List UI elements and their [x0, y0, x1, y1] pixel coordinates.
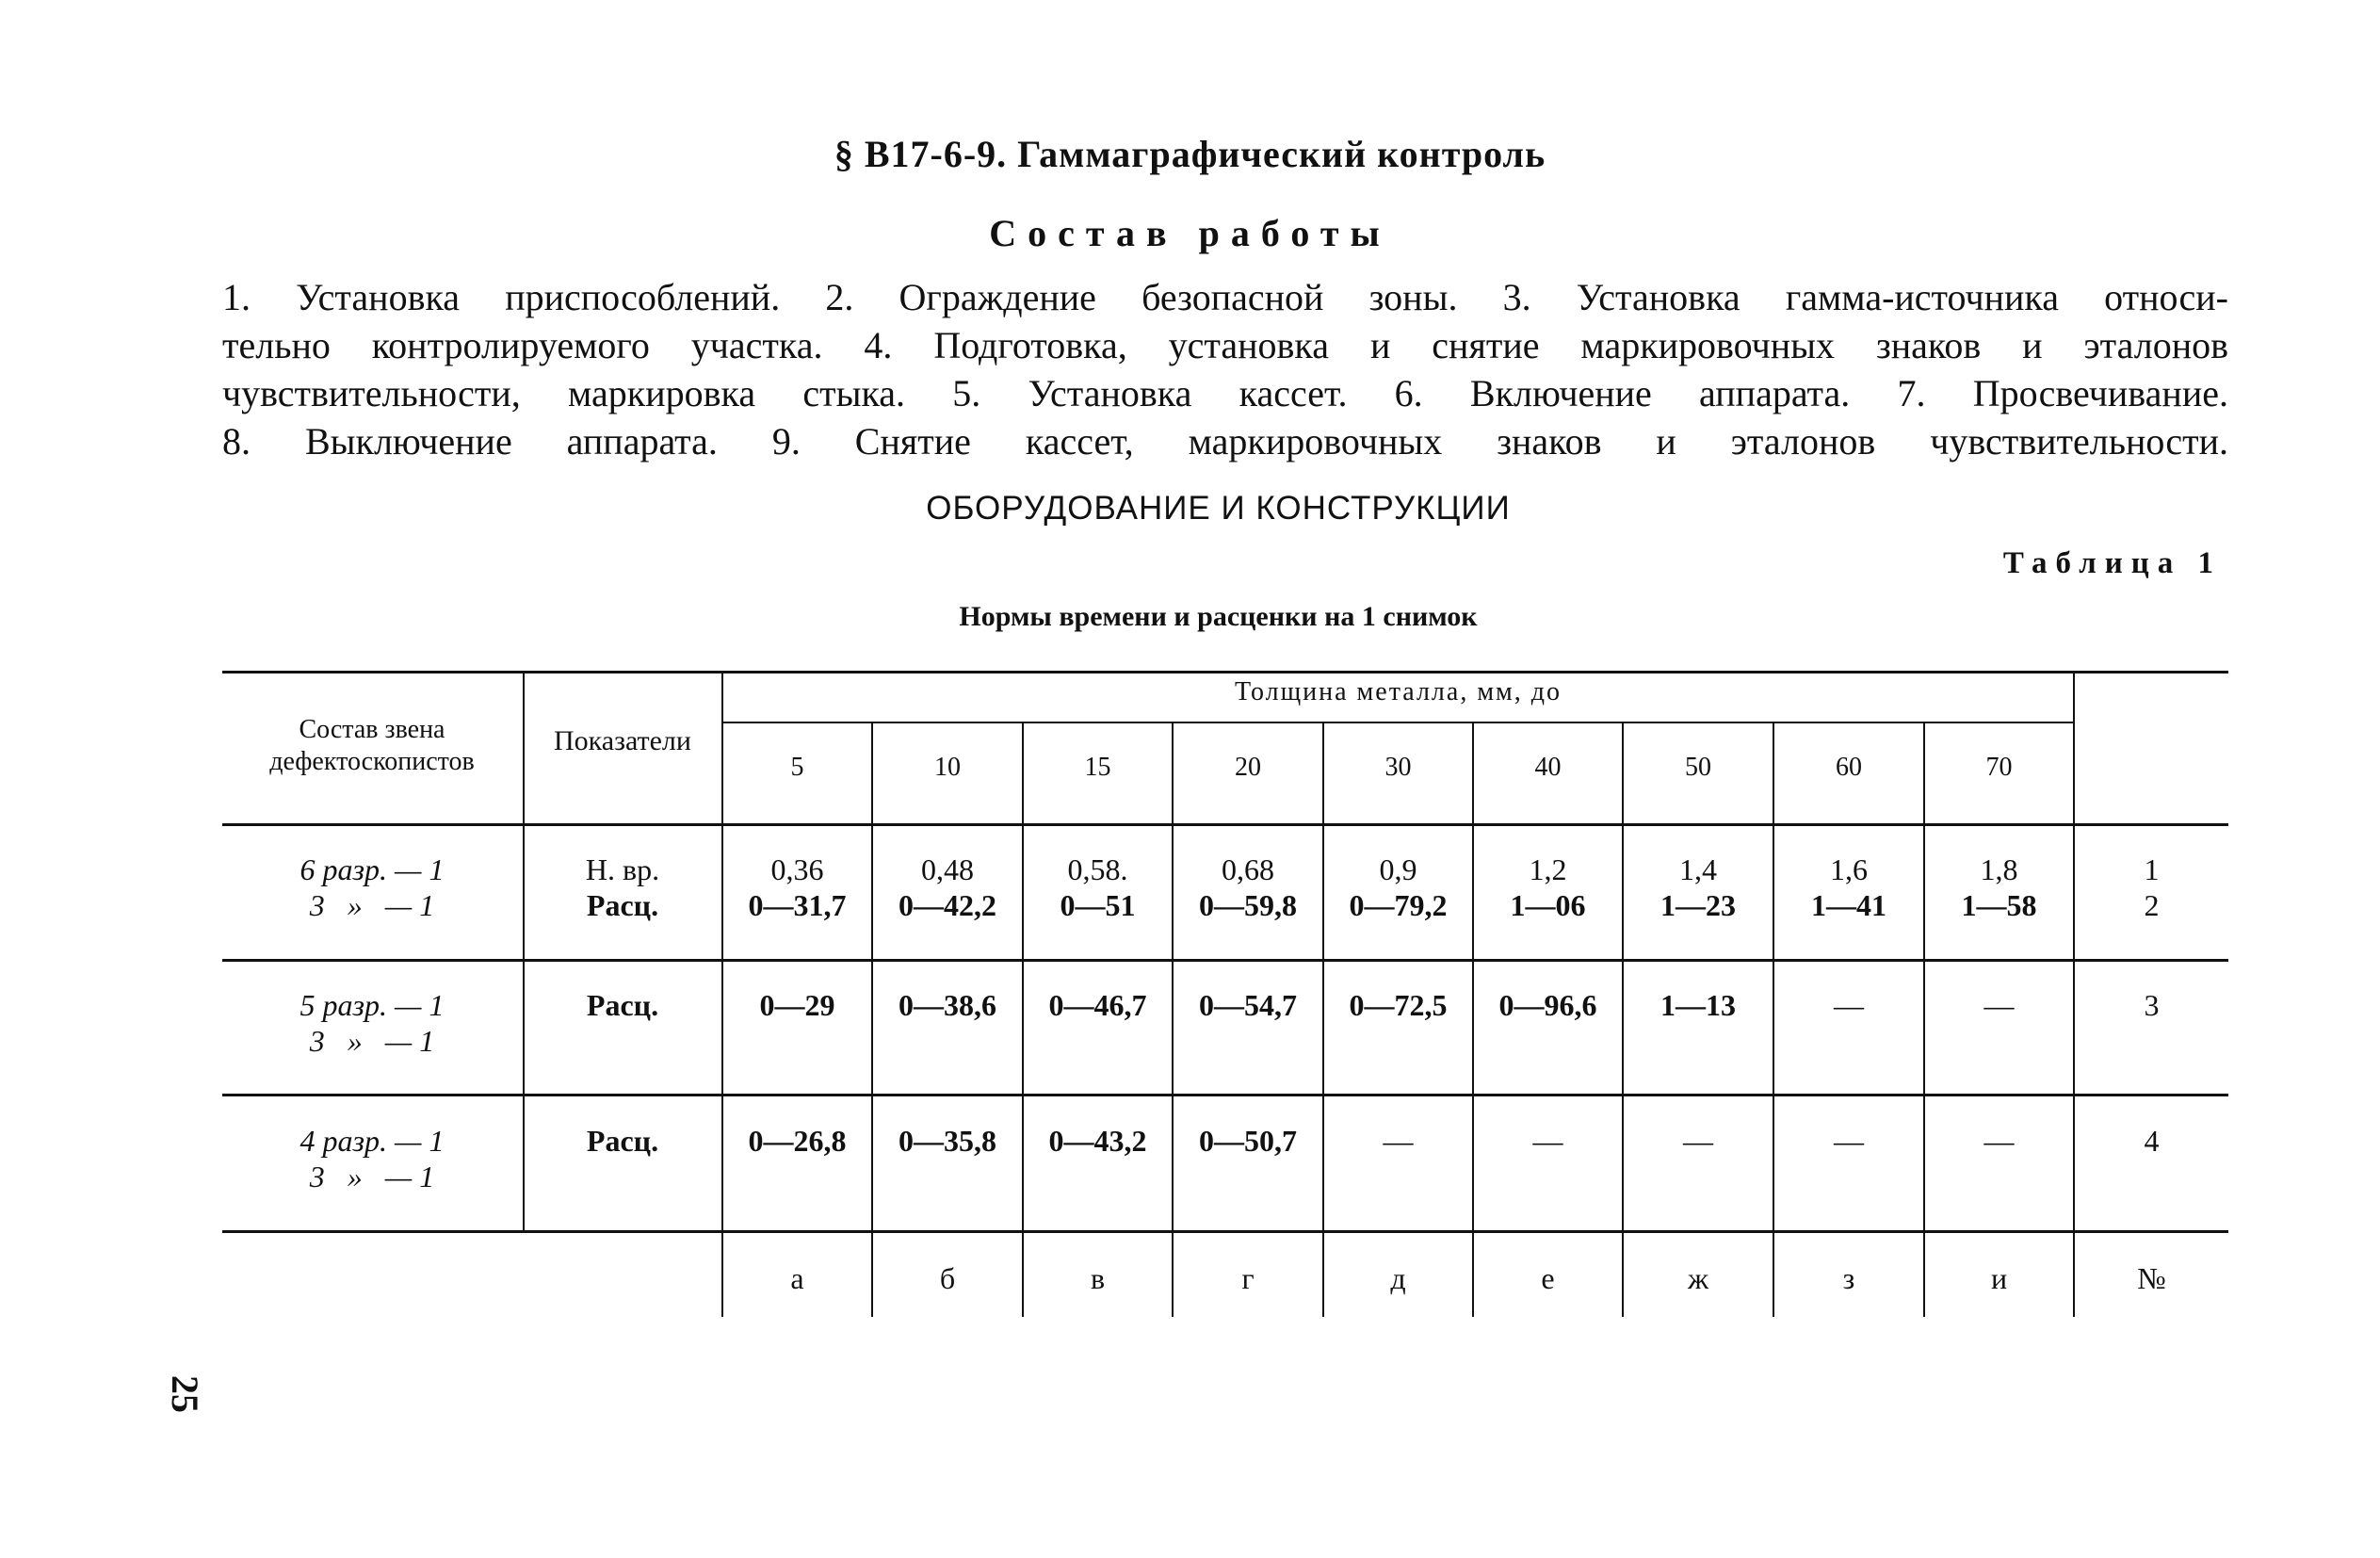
row-number: 2 — [2144, 888, 2160, 922]
column-letter: б — [939, 1261, 956, 1295]
value-line: 0—59,8 — [1199, 888, 1297, 922]
header-crew: Состав звена дефектоскопистов — [269, 715, 475, 776]
thickness-col: 40 — [1534, 753, 1562, 782]
indicator-cell: Расц. — [586, 988, 659, 1022]
header-thickness: Толщина металла, мм, до — [1234, 677, 1562, 706]
value-cell — [1925, 852, 2073, 923]
value-cell: 0—35,8 — [899, 1124, 996, 1158]
table-rule — [721, 722, 2074, 723]
value-line: 1—58 — [1961, 888, 2037, 922]
value-cell: 0—54,7 — [1199, 988, 1297, 1022]
value-cell: 1—13 — [1660, 988, 1736, 1022]
column-letter: в — [1090, 1261, 1106, 1295]
crew-line: 3 » — 1 — [309, 888, 435, 922]
column-letter: е — [1541, 1261, 1555, 1295]
value-cell: 0—72,5 — [1349, 988, 1448, 1022]
paragraph-line: тельно контролируемого участка. 4. Подготовка, установка и снятие маркировочных знаков и эталонов — [222, 324, 2228, 366]
crew-line: 6 разр. — 1 — [300, 852, 445, 886]
column-letter: з — [1842, 1261, 1855, 1295]
thickness-col: 20 — [1235, 753, 1261, 782]
section-title: § В17-6-9. Гаммаграфический контроль — [834, 133, 1546, 175]
indicator-line: Н. вр. — [585, 852, 660, 886]
row-number: 1 — [2144, 852, 2160, 886]
number-sign: № — [2137, 1261, 2166, 1295]
column-letter: а — [790, 1261, 804, 1295]
value-line: 1,4 — [1679, 852, 1717, 886]
value-line: 0,36 — [770, 852, 824, 886]
value-cell: — — [1532, 1124, 1563, 1158]
value-line: 0,68 — [1222, 852, 1274, 886]
row-number-cell — [2075, 852, 2228, 923]
value-line: 0—31,7 — [748, 888, 847, 922]
value-line: 0—51 — [1060, 888, 1136, 922]
value-line: 1—06 — [1510, 888, 1586, 922]
crew-line: 5 разр. — 1 — [300, 988, 445, 1022]
value-cell — [1774, 852, 1923, 923]
thickness-col: 60 — [1836, 753, 1862, 782]
table-caption: Нормы времени и расценки на 1 снимок — [959, 601, 1478, 632]
value-cell: — — [1983, 988, 2015, 1022]
thickness-col: 50 — [1685, 753, 1711, 782]
page-number: 25 — [164, 1375, 206, 1413]
subtitle: Состав работы — [989, 212, 1391, 254]
thickness-col: 30 — [1384, 753, 1412, 782]
crew-cell — [235, 1123, 509, 1194]
value-line: 1,6 — [1830, 852, 1868, 886]
paragraph-line: чувствительности, маркировка стыка. 5. Установка кассет. 6. Включение аппарата. 7. Просвечивание. — [222, 372, 2228, 414]
column-letter: и — [1990, 1261, 2008, 1295]
crew-cell — [235, 852, 509, 923]
thickness-col: 5 — [790, 753, 804, 782]
value-cell — [1624, 852, 1773, 923]
header-indicators: Показатели — [554, 725, 691, 756]
value-line: 1,8 — [1980, 852, 2018, 886]
crew-line: 3 » — 1 — [309, 1024, 435, 1058]
value-line: 0,9 — [1379, 852, 1417, 886]
value-cell: — — [1983, 1124, 2015, 1158]
column-letter: ж — [1687, 1261, 1709, 1295]
row-number-cell: 4 — [2144, 1124, 2160, 1158]
value-cell: 0—50,7 — [1199, 1124, 1297, 1158]
value-cell: 0—29 — [759, 988, 835, 1022]
indicator-cell: Расц. — [586, 1124, 659, 1158]
value-cell: 0—43,2 — [1048, 1124, 1147, 1158]
value-cell: — — [1834, 1124, 1864, 1158]
value-cell — [1324, 852, 1472, 923]
value-cell — [1174, 852, 1322, 923]
crew-line: 4 разр. — 1 — [300, 1124, 445, 1158]
value-cell: — — [1834, 988, 1864, 1022]
indicator-line: Расц. — [586, 888, 659, 922]
value-cell: — — [1683, 1124, 1713, 1158]
value-cell — [1474, 852, 1622, 923]
equipment-heading: ОБОРУДОВАНИЕ И КОНСТРУКЦИИ — [926, 490, 1511, 527]
value-line: 1,2 — [1529, 852, 1567, 886]
value-line: 0—79,2 — [1349, 888, 1448, 922]
thickness-col: 15 — [1084, 753, 1111, 782]
value-line: 0—42,2 — [899, 888, 996, 922]
crew-line: 3 » — 1 — [309, 1160, 435, 1193]
value-cell — [1024, 852, 1172, 923]
value-cell: 0—26,8 — [748, 1124, 847, 1158]
value-line: 1—41 — [1811, 888, 1886, 922]
table-label: Таблица 1 — [2002, 546, 2222, 580]
paragraph-line: 1. Установка приспособлений. 2. Ограждение безопасной зоны. 3. Установка гамма-источника относи- — [222, 276, 2228, 318]
value-cell — [723, 852, 871, 923]
value-line: 0,48 — [921, 852, 974, 886]
thickness-col: 70 — [1985, 753, 2013, 782]
crew-cell — [235, 987, 509, 1059]
column-letter: г — [1241, 1261, 1255, 1295]
paragraph-line: 8. Выключение аппарата. 9. Снятие кассет, маркировочных знаков и эталонов чувствительности. — [222, 420, 2228, 463]
row-number-cell: 3 — [2144, 988, 2160, 1022]
value-cell: — — [1383, 1124, 1414, 1158]
value-line: 0,58. — [1067, 852, 1128, 886]
value-cell: 0—38,6 — [899, 988, 996, 1022]
thickness-col: 10 — [934, 753, 961, 782]
value-cell: 0—46,7 — [1048, 988, 1147, 1022]
value-line: 1—23 — [1660, 888, 1736, 922]
column-letter: д — [1390, 1261, 1406, 1295]
value-cell: 0—96,6 — [1498, 988, 1597, 1022]
value-cell — [873, 852, 1022, 923]
indicator-cell — [524, 852, 721, 923]
